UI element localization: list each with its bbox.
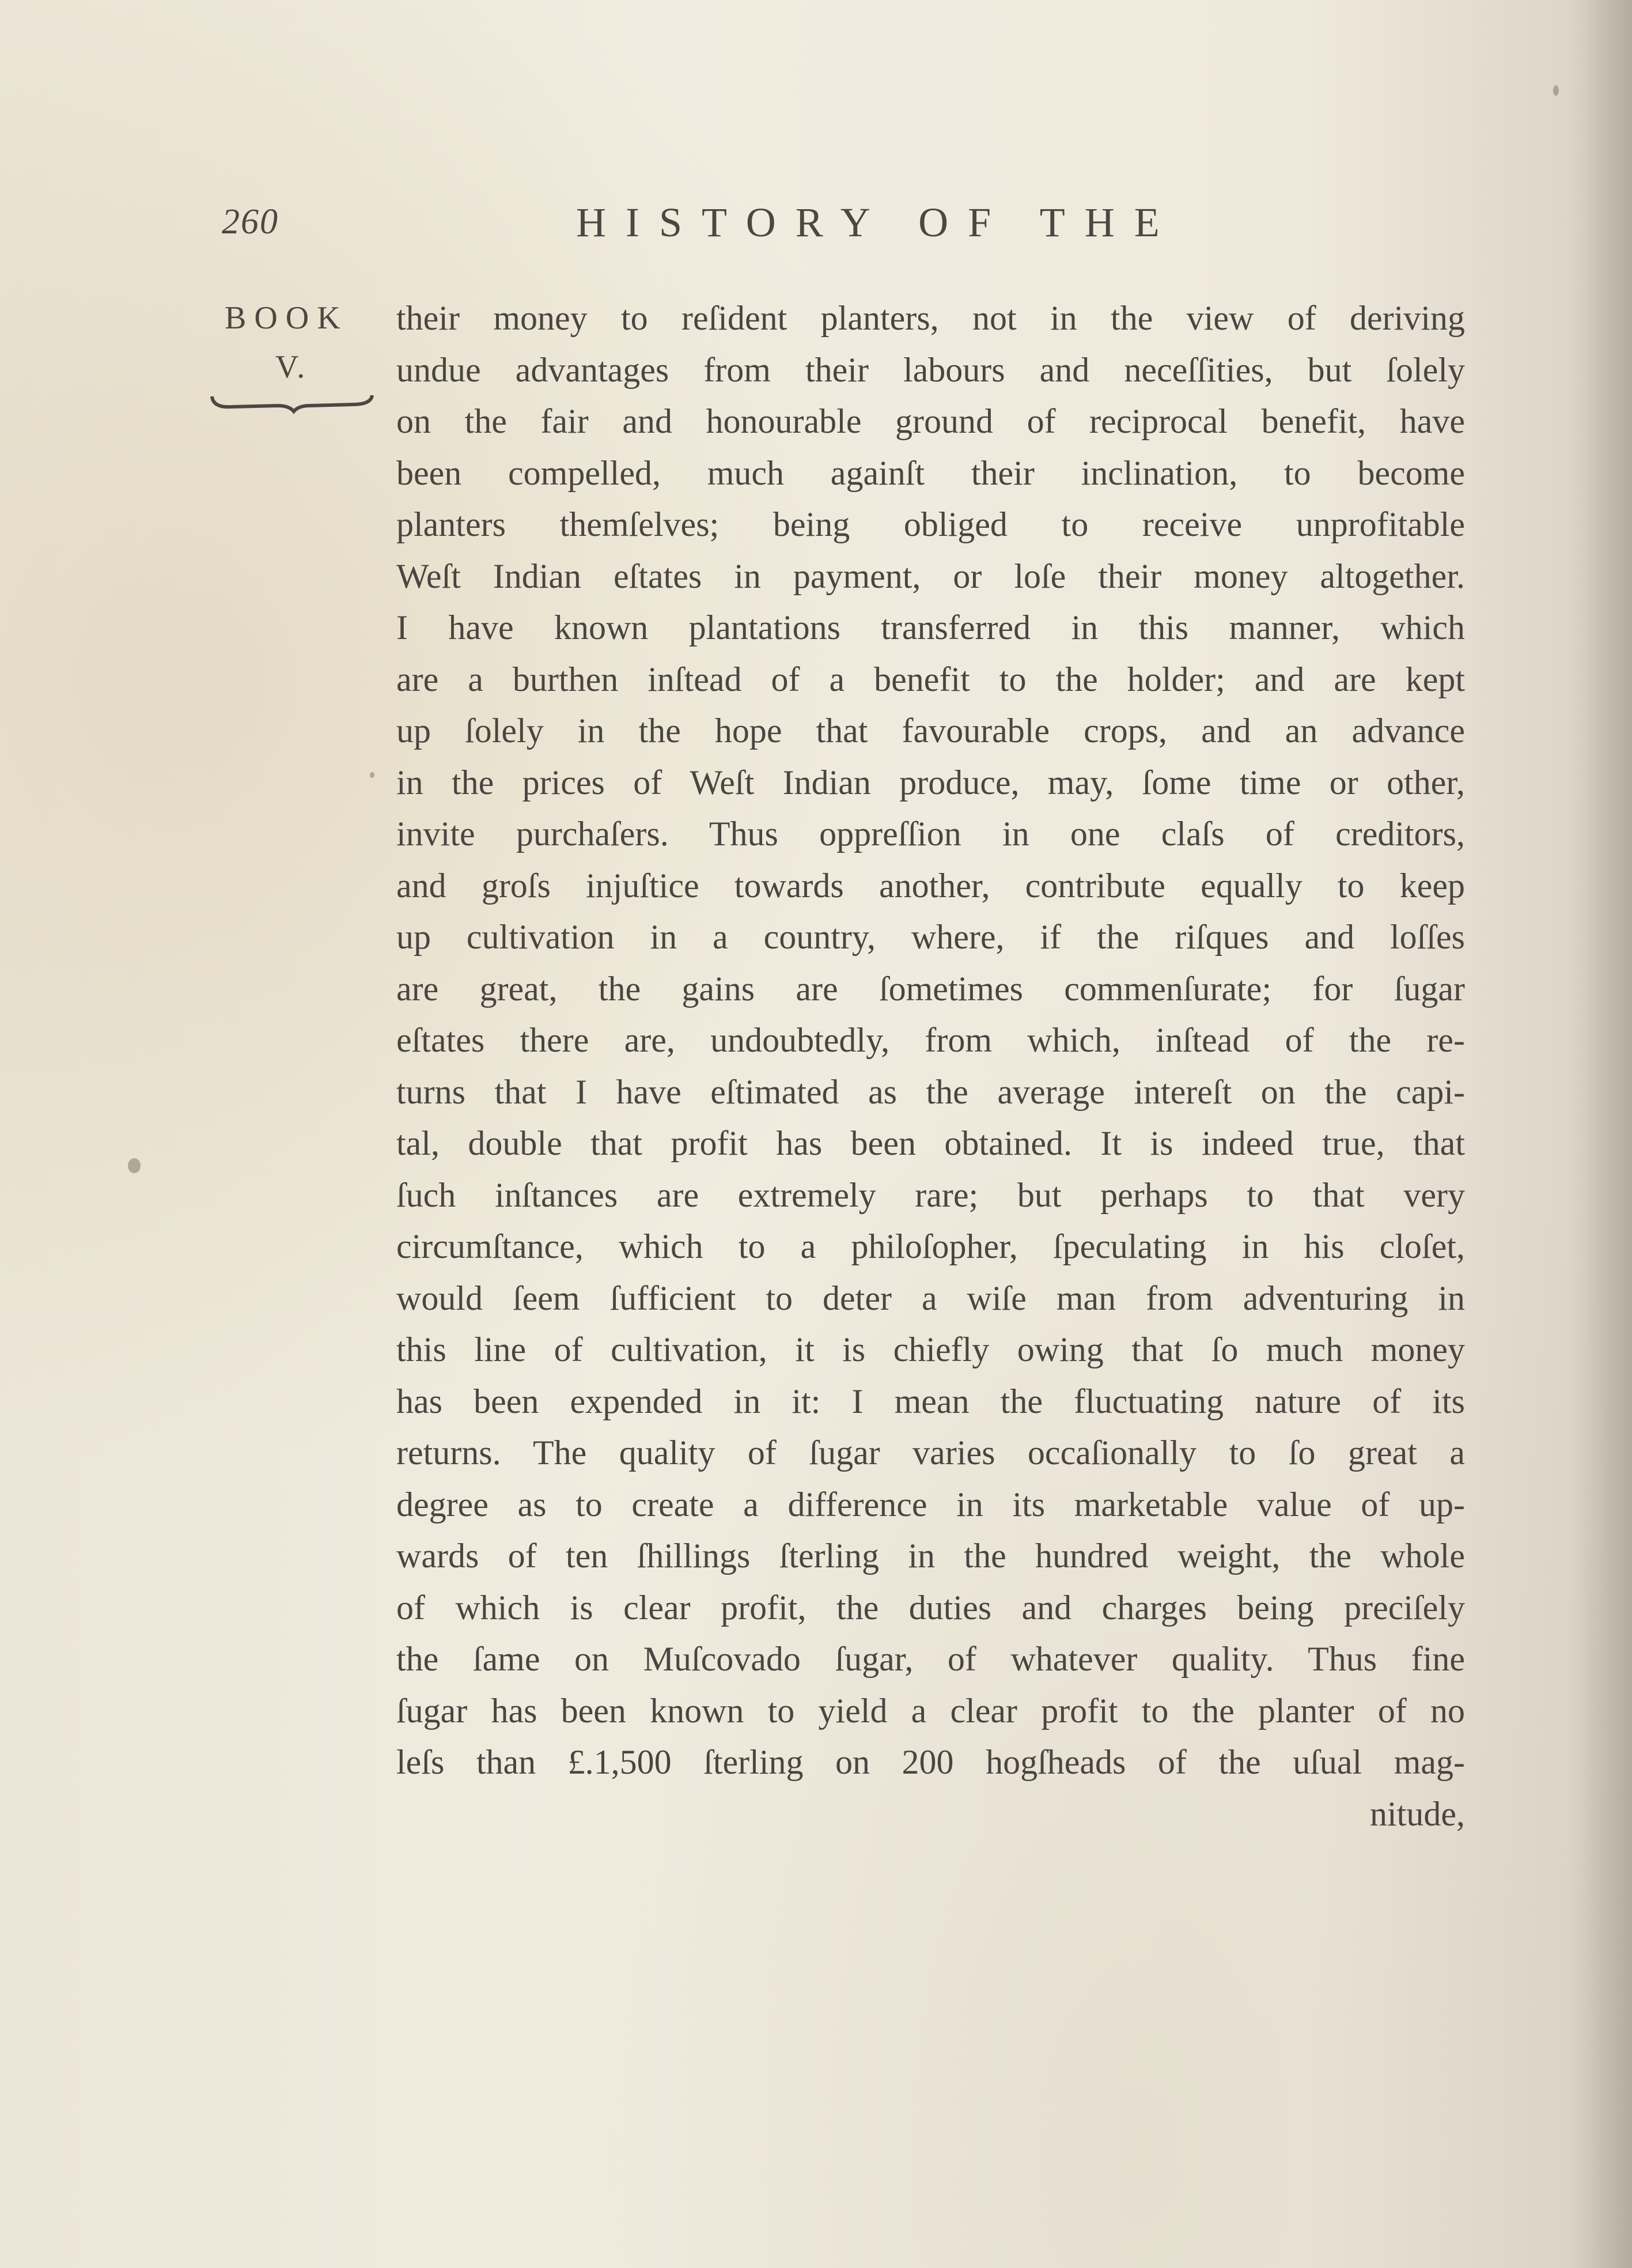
- text-line: and groſs injuſtice towards another, contribute equally to keep: [396, 866, 1465, 905]
- text-line: circumſtance, which to a philoſopher, ſpeculating in his cloſet,: [396, 1227, 1465, 1265]
- margin-brace-ornament: [209, 392, 376, 415]
- text-line: the ſame on Muſcovado ſugar, of whatever quality. Thus fine: [396, 1640, 1465, 1678]
- text-line: been compelled, much againſt their inclination, to become: [396, 453, 1465, 492]
- text-line: on the fair and honourable ground of reciprocal benefit, have: [396, 402, 1465, 440]
- text-line: up cultivation in a country, where, if the riſques and loſſes: [396, 918, 1465, 956]
- running-head: HISTORY OF THE: [576, 199, 1179, 245]
- text-line: returns. The quality of ſugar varies occaſionally to ſo great a: [396, 1434, 1465, 1472]
- text-line: I have known plantations transferred in this manner, which: [396, 608, 1465, 647]
- text-line: invite purchaſers. Thus oppreſſion in one claſs of creditors,: [396, 815, 1465, 853]
- text-line: tal, double that profit has been obtained. It is indeed true, that: [396, 1124, 1465, 1162]
- text-line: degree as to create a difference in its marketable value of up-: [396, 1485, 1465, 1524]
- text-line: up ſolely in the hope that favourable crops, and an advance: [396, 712, 1465, 750]
- page-gutter-shadow: [1569, 0, 1632, 2268]
- text-line: eſtates there are, undoubtedly, from which, inſtead of the re-: [396, 1021, 1465, 1059]
- text-line: of which is clear profit, the duties and charges being preciſely: [396, 1588, 1465, 1627]
- text-line: undue advantages from their labours and neceſſities, but ſolely: [396, 350, 1465, 389]
- text-line: planters themſelves; being obliged to receive unprofitable: [396, 505, 1465, 543]
- text-line: has been expended in it: I mean the fluctuating nature of its: [396, 1382, 1465, 1420]
- text-line: this line of cultivation, it is chiefly owing that ſo much money: [396, 1330, 1465, 1369]
- text-line: would ſeem ſufficient to deter a wiſe man from adventuring in: [396, 1279, 1465, 1317]
- text-line: nitude,: [1370, 1794, 1465, 1833]
- margin-book-label: BOOK: [225, 300, 349, 336]
- text-line: in the prices of Weſt Indian produce, may, ſome time or other,: [396, 763, 1465, 802]
- text-line: turns that I have eſtimated as the average intereſt on the capi-: [396, 1072, 1465, 1111]
- margin-book-number: V.: [275, 349, 308, 385]
- text-line: leſs than £.1,500 ſterling on 200 hogſheads of the uſual mag-: [396, 1743, 1465, 1781]
- text-line: are great, the gains are ſometimes commenſurate; for ſugar: [396, 969, 1465, 1008]
- text-line: their money to reſident planters, not in the view of deriving: [396, 299, 1465, 337]
- paper-blemish: [370, 772, 374, 778]
- paper-blemish: [128, 1158, 141, 1173]
- text-line: wards of ten ſhillings ſterling in the hundred weight, the whole: [396, 1537, 1465, 1575]
- body-text: [396, 293, 1465, 1840]
- text-line: Weſt Indian eſtates in payment, or loſe their money altogether.: [396, 557, 1465, 595]
- paper-blemish: [1553, 85, 1559, 96]
- page-number: 260: [222, 202, 279, 241]
- text-line: are a burthen inſtead of a benefit to the holder; and are kept: [396, 660, 1465, 698]
- text-line: ſugar has been known to yield a clear profit to the planter of no: [396, 1691, 1465, 1730]
- text-line: ſuch inſtances are extremely rare; but perhaps to that very: [396, 1175, 1465, 1214]
